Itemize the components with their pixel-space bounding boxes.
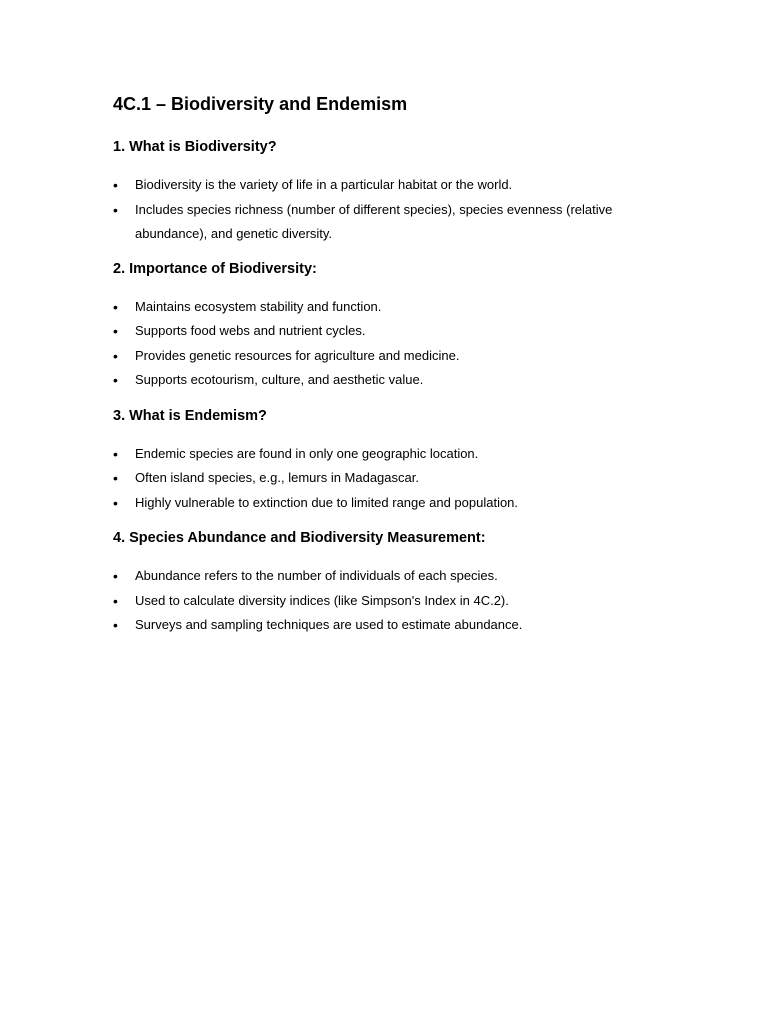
list-item-text: Surveys and sampling techniques are used to estimate abundance. — [135, 617, 523, 632]
list-item-text: Often island species, e.g., lemurs in Madagascar. — [135, 470, 419, 485]
list-item — [113, 295, 658, 320]
section-species-abundance — [113, 528, 658, 638]
list-item-text: Biodiversity is the variety of life in a particular habitat or the world. — [135, 177, 513, 192]
section-what-is-endemism — [113, 406, 658, 516]
list-item — [113, 368, 658, 393]
bullet-icon: • — [113, 617, 118, 633]
list-item-text: Supports food webs and nutrient cycles. — [135, 323, 366, 338]
bullet-icon: • — [113, 177, 118, 193]
list-item — [113, 319, 658, 344]
bullet-icon: • — [113, 298, 118, 315]
section-heading: 2. Importance of Biodiversity: — [113, 260, 317, 277]
list-item-text: Highly vulnerable to extinction due to limited range and population. — [135, 494, 519, 510]
bullet-icon: • — [113, 323, 118, 339]
list-item — [113, 198, 658, 247]
section-heading: 3. What is Endemism? — [113, 407, 267, 424]
bullet-icon: • — [113, 568, 118, 584]
bullet-list — [113, 173, 658, 247]
list-item — [113, 564, 658, 589]
bullet-icon: • — [113, 470, 118, 486]
bullet-icon: • — [113, 372, 118, 388]
list-item-text: Used to calculate diversity indices (like Simpson's Index in 4C.2). — [135, 592, 509, 608]
list-item-text: Maintains ecosystem stability and function. — [135, 298, 382, 314]
list-item-text: Provides genetic resources for agriculture and medicine. — [135, 347, 460, 363]
list-item — [113, 173, 658, 198]
section-heading: 1. What is Biodiversity? — [113, 139, 277, 155]
bullet-icon: • — [113, 592, 118, 609]
list-item — [113, 466, 658, 491]
bullet-list — [113, 295, 658, 393]
section-heading: 4. Species Abundance and Biodiversity Measurement: — [113, 530, 486, 546]
list-item-text: Includes species richness (number of different species), species evenness (relative abundance), and genetic diversity. — [135, 201, 613, 241]
list-item — [113, 613, 658, 638]
bullet-icon: • — [113, 347, 118, 364]
bullet-list — [113, 442, 658, 516]
list-item-text: Abundance refers to the number of individuals of each species. — [135, 568, 498, 583]
bullet-icon: • — [113, 201, 118, 218]
section-what-is-biodiversity — [113, 137, 658, 247]
list-item — [113, 344, 658, 369]
list-item-text: Endemic species are found in only one geographic location. — [135, 445, 479, 461]
list-item — [113, 491, 658, 516]
document-title: 4C.1 – Biodiversity and Endemism — [113, 94, 408, 114]
list-item — [113, 442, 658, 467]
bullet-list — [113, 564, 658, 638]
bullet-icon: • — [113, 494, 118, 511]
section-importance-of-biodiversity — [113, 259, 658, 393]
bullet-icon: • — [113, 445, 118, 462]
list-item — [113, 589, 658, 614]
list-item-text: Supports ecotourism, culture, and aesthetic value. — [135, 372, 424, 387]
